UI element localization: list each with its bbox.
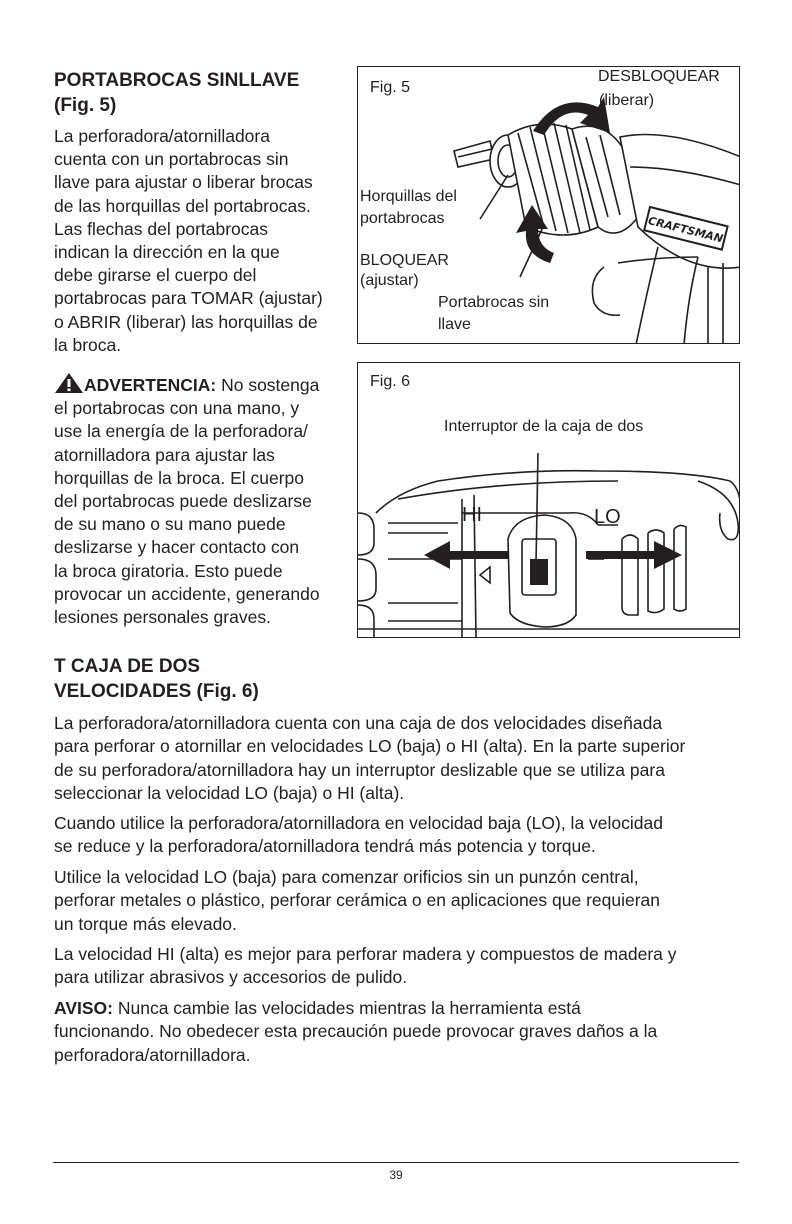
footer-divider (53, 1162, 739, 1163)
text-line: o ABRIR (liberar) las horquillas de (54, 311, 318, 332)
section-heading-keyless-chuck (54, 68, 299, 118)
figure-label: Fig. 5 (370, 79, 411, 96)
notice-paragraph (54, 997, 744, 1067)
lock-label: BLOQUEAR (360, 252, 449, 269)
section-heading-two-speed-gearbox (54, 654, 259, 704)
lo-label: LO (594, 506, 621, 528)
keyless-chuck-paragraph (54, 125, 354, 357)
text-line: La perforadora/atornilladora cuenta con una caja de dos velocidades diseñada (54, 713, 663, 733)
chuck-label-line2: llave (438, 316, 471, 333)
hi-label: HI (462, 504, 482, 526)
text-line: se reduce y la perforadora/atornilladora tendrá más potencia y torque. (54, 836, 596, 857)
unlock-sublabel: (liberar) (599, 92, 655, 109)
gearbox-switch-illustration (358, 363, 740, 638)
text-line: perforar metales o plástico, perforar cerámica o en aplicaciones que requieran (54, 890, 661, 911)
text-line: provocar un accidente, generando (54, 583, 320, 604)
text-line: seleccionar la velocidad LO (baja) o HI (alta). (54, 783, 405, 804)
page-number: 39 (389, 1168, 403, 1182)
lo-arrow-icon (654, 541, 682, 569)
notice-label: AVISO: (54, 998, 113, 1018)
text-line: de las horquillas del portabrocas. (54, 195, 311, 216)
gearbox-paragraph-2 (54, 812, 744, 859)
text-line: portabrocas para TOMAR (ajustar) (54, 288, 323, 309)
text-line: un torque más elevado. (54, 913, 237, 934)
jaws-label-line1: Horquillas del (360, 188, 457, 205)
gearbox-paragraph-4 (54, 943, 744, 990)
text-line: el portabrocas con una mano, y (54, 398, 300, 419)
jaws-label-line2: portabrocas (360, 210, 445, 227)
heading-line: (Fig. 5) (54, 95, 117, 116)
text-line: del portabrocas puede deslizarse (54, 491, 312, 512)
text-line: cuenta con un portabrocas sin (54, 149, 289, 170)
text-line: Las flechas del portabrocas (54, 218, 269, 239)
warning-first-line (54, 372, 354, 397)
heading-line: PORTABROCAS SINLLAVE (54, 70, 300, 91)
text-line: horquillas de la broca. El cuerpo (54, 467, 305, 488)
text-line: debe girarse el cuerpo del (54, 265, 257, 286)
text-line: La perforadora/atornilladora (54, 126, 270, 146)
text-line: para perforar o atornillar en velocidades LO (baja) o HI (alta). En la parte superior (54, 736, 686, 757)
warning-paragraph (54, 372, 354, 629)
warning-triangle-icon (54, 372, 84, 394)
warning-label: ADVERTENCIA: (84, 375, 217, 395)
text-line: Cuando utilice la perforadora/atornilladora en velocidad baja (LO), la velocidad (54, 813, 663, 833)
lock-sublabel: (ajustar) (360, 272, 419, 289)
figure-label: Fig. 6 (370, 373, 411, 390)
text-line: deslizarse y hacer contacto con (54, 537, 300, 558)
figure-5-keyless-chuck (357, 66, 740, 344)
text-line: use la energía de la perforadora/ (54, 421, 308, 442)
text-line: para utilizar abrasivos y accesorios de pulido. (54, 967, 408, 988)
switch-slider (530, 559, 548, 585)
heading-line: VELOCIDADES (Fig. 6) (54, 681, 259, 702)
notice-first-text: Nunca cambie las velocidades mientras la herramienta está (113, 998, 581, 1018)
text-line: la broca. (54, 334, 122, 355)
text-line: de su perforadora/atornilladora hay un interruptor deslizable que se utiliza para (54, 759, 665, 780)
text-line: Utilice la velocidad LO (baja) para comenzar orificios sin un punzón central, (54, 867, 639, 887)
heading-line: T CAJA DE DOS (54, 656, 201, 677)
unlock-label: DESBLOQUEAR (598, 68, 720, 85)
text-line: funcionando. No obedecer esta precaución puede provocar graves daños a la (54, 1021, 658, 1042)
brand-label: CRAFTSMAN (646, 214, 725, 246)
switch-label: Interruptor de la caja de dos (444, 418, 644, 435)
text-line: la broca giratoria. Esto puede (54, 560, 283, 581)
text-line: de su mano o su mano puede (54, 514, 286, 535)
notice-first-line (54, 997, 744, 1020)
chuck-label-line1: Portabrocas sin (438, 294, 550, 311)
hi-arrow-icon (424, 541, 450, 569)
text-line: llave para ajustar o liberar brocas (54, 172, 313, 193)
warning-first-text: No sostenga (216, 375, 320, 395)
text-line: La velocidad HI (alta) es mejor para perforar madera y compuestos de madera y (54, 944, 677, 964)
figure-6-gearbox-switch (357, 362, 740, 638)
text-line: atornilladora para ajustar las (54, 444, 275, 465)
gearbox-paragraph-3 (54, 866, 744, 936)
text-line: indican la dirección en la que (54, 242, 280, 263)
text-line: lesiones personales graves. (54, 607, 271, 628)
text-line: perforadora/atornilladora. (54, 1044, 251, 1065)
gearbox-paragraph-1 (54, 712, 744, 806)
